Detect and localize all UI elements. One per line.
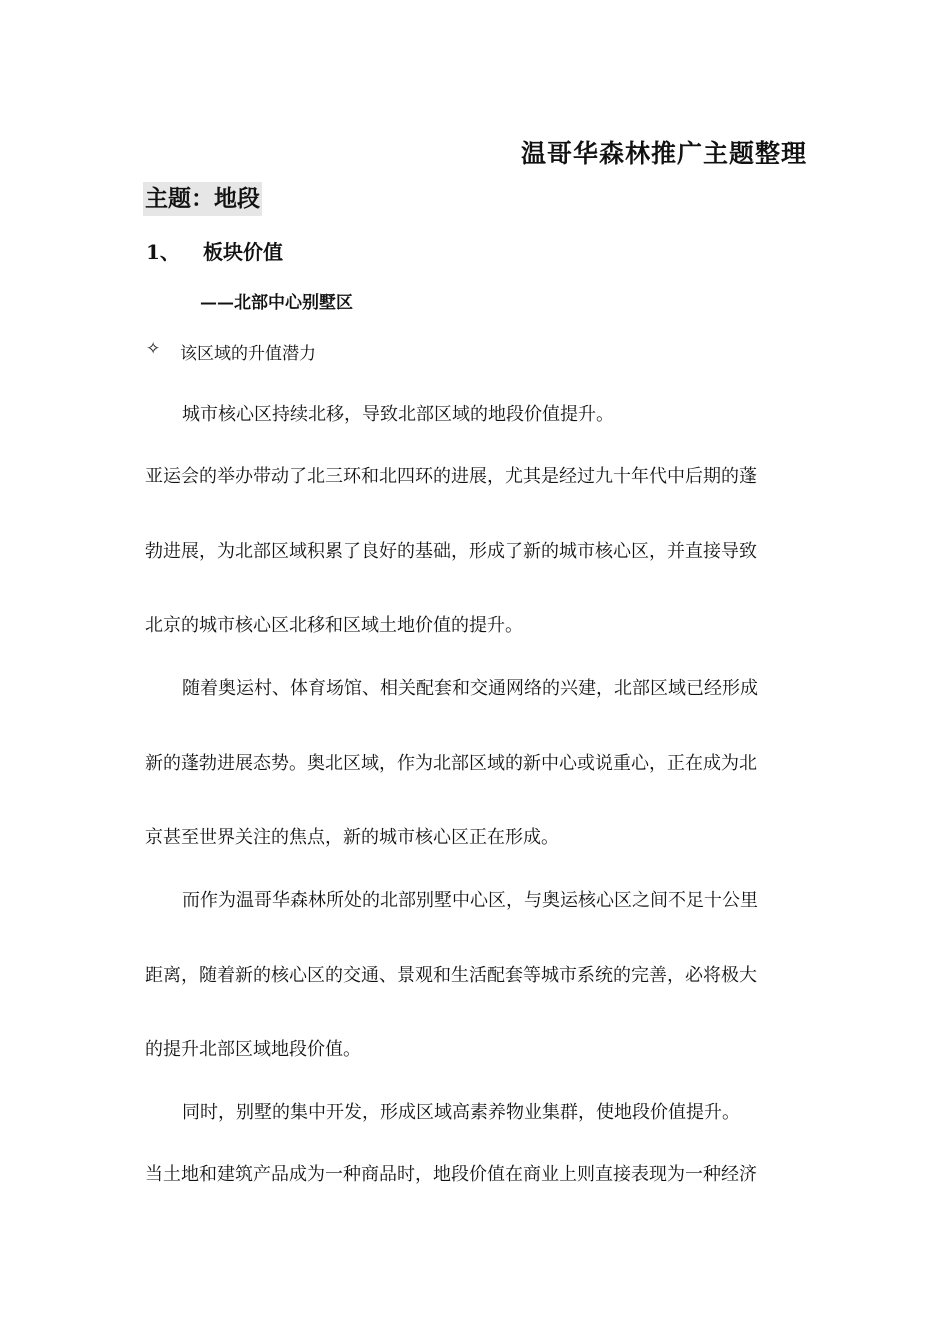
section-subtitle: ——北部中心别墅区 [200, 293, 353, 313]
paragraph-line: 当土地和建筑产品成为一种商品时，地段价值在商业上则直接表现为一种经济 [145, 1164, 757, 1185]
paragraph-line: 距离，随着新的核心区的交通、景观和生活配套等城市系统的完善，必将极大 [145, 965, 757, 986]
paragraph-line: 而作为温哥华森林所处的北部别墅中心区，与奥运核心区之间不足十公里 [182, 890, 758, 911]
paragraph-line: 同时，别墅的集中开发，形成区域高素养物业集群，使地段价值提升。 [182, 1102, 740, 1123]
paragraph-line: 随着奥运村、体育场馆、相关配套和交通网络的兴建，北部区域已经形成 [182, 678, 758, 699]
paragraph-line: 亚运会的举办带动了北三环和北四环的进展，尤其是经过九十年代中后期的蓬 [145, 466, 757, 487]
paragraph-line: 城市核心区持续北移，导致北部区域的地段价值提升。 [182, 404, 614, 425]
bullet-text: 该区域的升值潜力 [180, 344, 316, 364]
paragraph-line: 勃进展，为北部区域积累了良好的基础，形成了新的城市核心区，并直接导致 [145, 541, 757, 562]
diamond-bullet-icon: ✧ [146, 339, 161, 359]
paragraph-line: 的提升北部区域地段价值。 [145, 1039, 361, 1060]
paragraph-line: 新的蓬勃进展态势。奥北区域，作为北部区域的新中心或说重心，正在成为北 [145, 753, 757, 774]
section-number: 1、 [146, 240, 180, 264]
section-title: 板块价值 [203, 240, 283, 264]
paragraph-line: 京甚至世界关注的焦点，新的城市核心区正在形成。 [145, 827, 559, 848]
theme-heading: 主题：地段 [143, 182, 262, 216]
paragraph-line: 北京的城市核心区北移和区域土地价值的提升。 [145, 615, 523, 636]
document-title: 温哥华森林推广主题整理 [520, 139, 807, 168]
